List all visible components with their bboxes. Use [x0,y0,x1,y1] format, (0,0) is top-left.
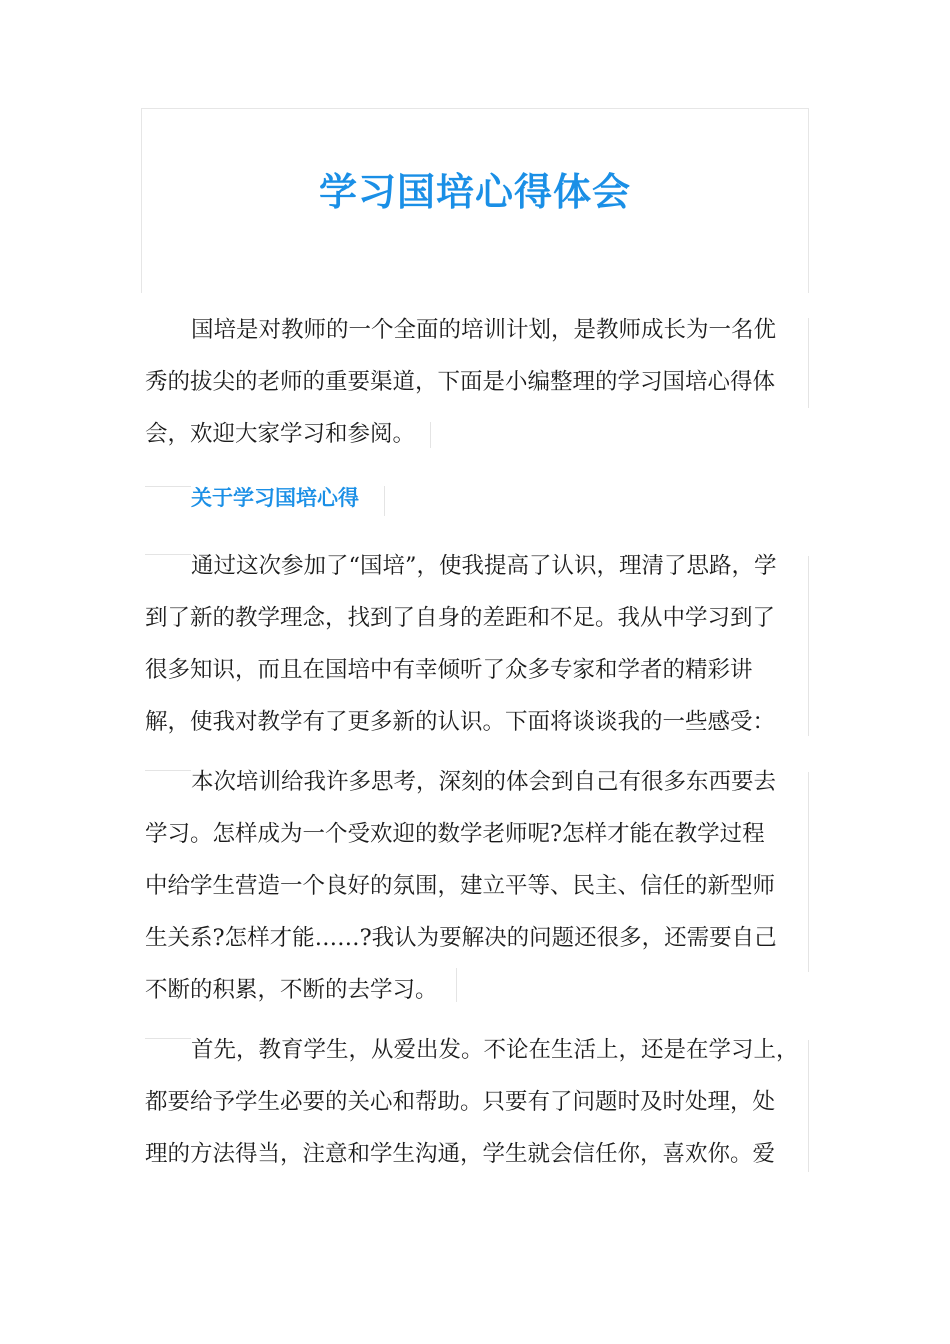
text-line: 会，欢迎大家学习和参阅。 [145,421,416,447]
margin-mark [145,554,191,555]
text-line: 学习。怎样成为一个受欢迎的数学老师呢?怎样才能在教学过程 [145,821,765,847]
intro-paragraph [145,304,811,460]
section-heading: 关于学习国培心得 [191,486,359,510]
text-line: 理的方法得当，注意和学生沟通，学生就会信任你，喜欢你。爱 [145,1141,776,1167]
text-line: 不断的积累，不断的去学习。 [145,977,438,1003]
body-paragraph [145,756,811,1016]
document-title: 学习国培心得体会 [318,170,631,214]
margin-mark [456,968,457,1002]
text-line: 都要给予学生必要的关心和帮助。只要有了问题时及时处理，处 [145,1089,776,1115]
text-line: 本次培训给我许多思考，深刻的体会到自己有很多东西要去 [191,769,777,795]
body-paragraph [145,1024,811,1180]
margin-mark [384,486,385,516]
text-line: 生关系?怎样才能……?我认为要解决的问题还很多，还需要自己 [145,925,777,951]
body-paragraph [145,540,811,748]
text-line: 解，使我对教学有了更多新的认识。下面将谈谈我的一些感受： [145,709,776,735]
margin-mark [145,486,191,487]
margin-mark [808,1040,809,1172]
text-line: 到了新的教学理念，找到了自身的差距和不足。我从中学习到了 [145,605,776,631]
text-line: 国培是对教师的一个全面的培训计划，是教师成长为一名优 [191,317,777,343]
text-line: 很多知识，而且在国培中有幸倾听了众多专家和学者的精彩讲 [145,657,753,683]
text-line: 通过这次参加了“国培”，使我提高了认识，理清了思路，学 [191,553,777,579]
text-line: 中给学生营造一个良好的氛围，建立平等、民主、信任的新型师 [145,873,776,899]
margin-mark [808,772,809,972]
text-line: 秀的拔尖的老师的重要渠道，下面是小编整理的学习国培心得体 [145,369,776,395]
text-line: 首先，教育学生，从爱出发。不论在生活上，还是在学习上， [191,1037,799,1063]
margin-mark [145,770,191,771]
margin-mark [145,1038,191,1039]
margin-mark [430,422,431,448]
margin-mark [808,556,809,736]
margin-mark [808,318,809,408]
